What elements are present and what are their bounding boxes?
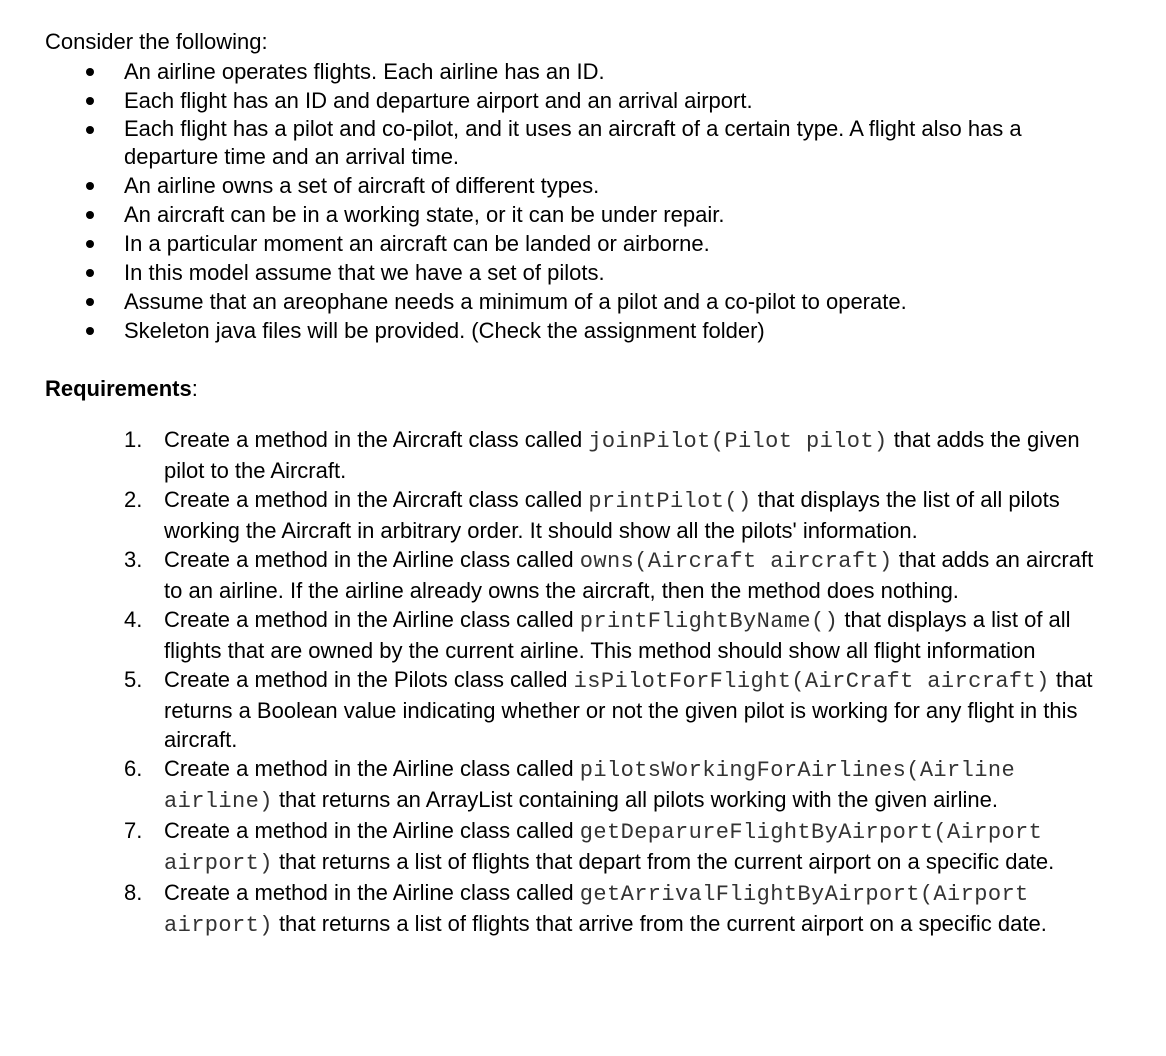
- bullet-dot-icon: [86, 240, 94, 248]
- method-signature: getArrivalFlightByAirport(Airport airport): [164, 882, 1029, 938]
- requirement-number: 3.: [124, 547, 143, 572]
- bullet-dot-icon: [86, 269, 94, 277]
- bullet-dot-icon: [86, 298, 94, 306]
- method-signature: printPilot(): [588, 489, 752, 514]
- requirement-item: 5. Create a method in the Pilots class called isPilotForFlight(AirCraft aircraft) that returns a Boolean value indicating whether or not the given pilot is working for any flight in this aircraft.: [124, 667, 1093, 752]
- requirement-item: 6. Create a method in the Airline class called pilotsWorkingForAirlines(Airline airline) that returns an ArrayList containing all pilots working with the given airline.: [124, 756, 1016, 814]
- bullet-item: An aircraft can be in a working state, or it can be under repair.: [0, 200, 1114, 229]
- bullet-item: Each flight has a pilot and co-pilot, and it uses an aircraft of a certain type. A flight also has a departure time and an arrival time.: [0, 115, 1114, 171]
- requirement-item: 1. Create a method in the Aircraft class called joinPilot(Pilot pilot) that adds the given pilot to the Aircraft.: [124, 427, 1080, 483]
- bullet-item: An airline owns a set of aircraft of different types.: [0, 171, 1114, 200]
- bullet-item: Skeleton java files will be provided. (Check the assignment folder): [0, 316, 1114, 345]
- bullet-dot-icon: [86, 126, 94, 134]
- requirement-item: 3. Create a method in the Airline class called owns(Aircraft aircraft) that adds an aircraft to an airline. If the airline already owns the aircraft, then the method does nothing.: [124, 547, 1094, 603]
- bullet-item: Each flight has an ID and departure airport and an arrival airport.: [0, 86, 1114, 115]
- method-signature: pilotsWorkingForAirlines(Airline airline): [164, 758, 1016, 814]
- requirements-heading: Requirements:: [45, 376, 198, 401]
- method-signature: printFlightByName(): [579, 609, 839, 634]
- method-signature: getDeparureFlightByAirport(Airport airport): [164, 820, 1043, 876]
- bullet-dot-icon: [86, 97, 94, 105]
- bullet-list: [0, 57, 1114, 345]
- bullet-dot-icon: [86, 327, 94, 335]
- requirement-number: 8.: [124, 880, 143, 905]
- bullet-item: An airline operates flights. Each airline has an ID.: [0, 57, 1114, 86]
- bullet-item: In this model assume that we have a set of pilots.: [0, 258, 1114, 287]
- method-signature: owns(Aircraft aircraft): [579, 549, 893, 574]
- bullet-dot-icon: [86, 68, 94, 76]
- requirements-list: [0, 425, 1099, 940]
- requirement-item: 8. Create a method in the Airline class called getArrivalFlightByAirport(Airport airport) that returns a list of flights that arrive from the current airport on a specific date.: [124, 880, 1047, 938]
- requirement-number: 5.: [124, 667, 143, 692]
- requirement-number: 2.: [124, 487, 143, 512]
- requirement-item: 2. Create a method in the Aircraft class called printPilot() that displays the list of all pilots working the Aircraft in arbitrary order. It should show all the pilots' information.: [124, 487, 1060, 543]
- requirement-item: 7. Create a method in the Airline class called getDeparureFlightByAirport(Airport airport) that returns a list of flights that depart from the current airport on a specific date.: [124, 818, 1055, 876]
- bullet-item: Assume that an areophane needs a minimum of a pilot and a co-pilot to operate.: [0, 287, 1114, 316]
- bullet-item: In a particular moment an aircraft can be landed or airborne.: [0, 229, 1114, 258]
- requirement-number: 4.: [124, 607, 143, 632]
- bullet-dot-icon: [86, 211, 94, 219]
- bullet-dot-icon: [86, 182, 94, 190]
- requirement-number: 7.: [124, 818, 143, 843]
- intro-text: Consider the following:: [45, 29, 268, 54]
- method-signature: joinPilot(Pilot pilot): [588, 429, 888, 454]
- requirement-item: 4. Create a method in the Airline class called printFlightByName() that displays a list of all flights that are owned by the current airline. This method should show all flight information: [124, 607, 1071, 663]
- requirement-number: 1.: [124, 427, 143, 452]
- requirement-number: 6.: [124, 756, 143, 781]
- method-signature: isPilotForFlight(AirCraft aircraft): [573, 669, 1050, 694]
